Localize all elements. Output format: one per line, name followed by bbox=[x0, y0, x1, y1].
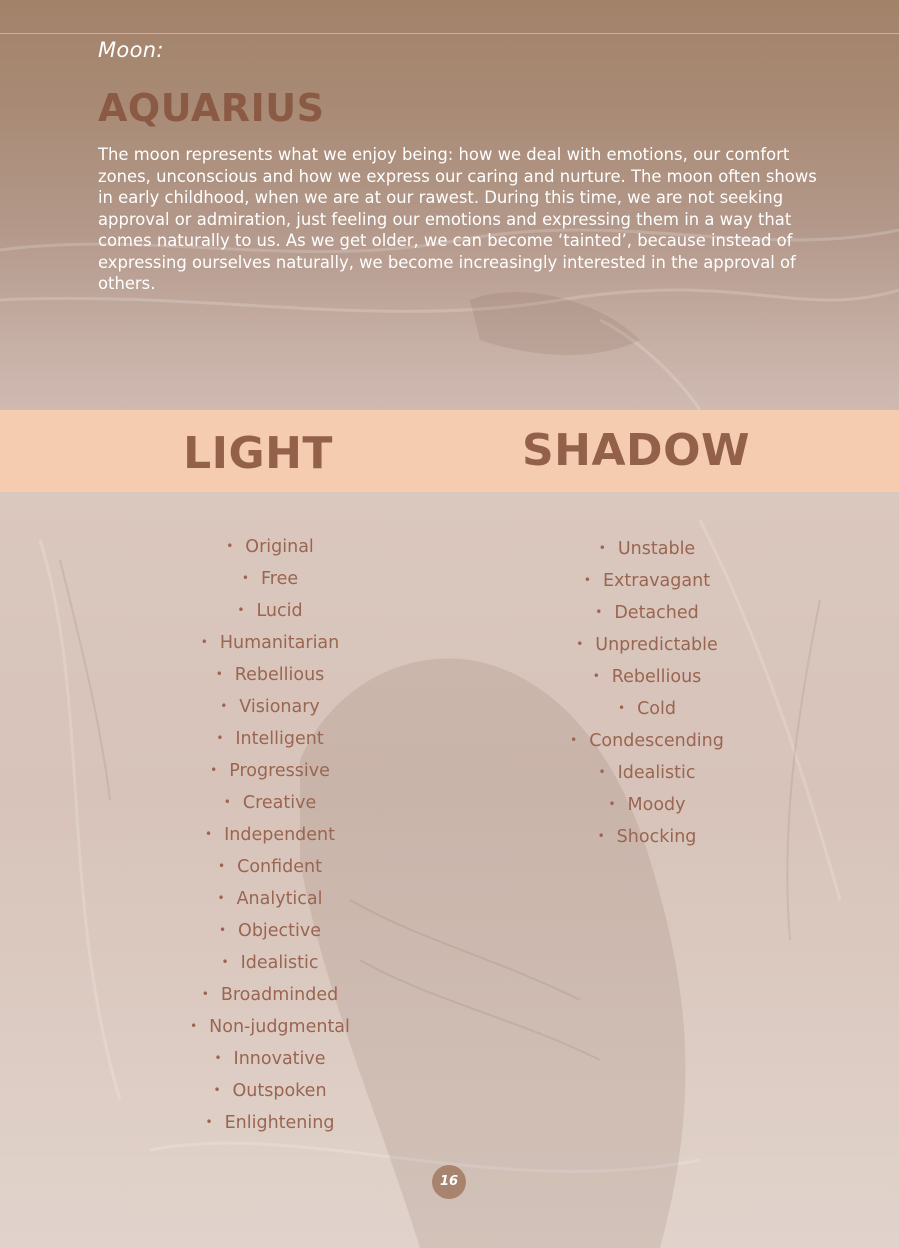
top-divider bbox=[0, 33, 899, 34]
list-item-label: Confident bbox=[237, 857, 322, 877]
bullet-icon: • bbox=[237, 603, 245, 617]
bullet-icon: • bbox=[217, 891, 225, 905]
list-item bbox=[497, 532, 797, 564]
bullet-icon: • bbox=[608, 797, 616, 811]
list-item-label: Lucid bbox=[256, 601, 303, 621]
list-item-label: Progressive bbox=[229, 761, 330, 781]
list-item-label: Enlightening bbox=[224, 1113, 335, 1133]
bullet-icon: • bbox=[598, 541, 606, 555]
list-item bbox=[120, 1010, 420, 1042]
bullet-icon: • bbox=[570, 733, 578, 747]
list-item-label: Free bbox=[260, 569, 299, 589]
list-item-label: Humanitarian bbox=[219, 633, 340, 653]
light-heading: LIGHT bbox=[183, 428, 333, 479]
bullet-icon: • bbox=[201, 987, 209, 1001]
list-item bbox=[120, 754, 420, 786]
bullet-icon: • bbox=[190, 1019, 198, 1033]
list-item bbox=[120, 722, 420, 754]
planet-label: Moon: bbox=[98, 38, 164, 62]
bullet-icon: • bbox=[583, 573, 591, 587]
list-item bbox=[120, 1106, 420, 1138]
list-item bbox=[497, 628, 797, 660]
intro-paragraph: The moon represents what we enjoy being: how we deal with emotions, our comfort zones, unconscious and how we express our caring and nurture. The moon often shows in early childhood, when we are at our rawest. During this time, we are not seeking approval or admiration, just feeling our emotions and expressing them in a way that comes naturally to us. As we get older, we can become ‘tainted’, because instead of expressing ourselves naturally, we become increasingly interested in the approval of others. bbox=[98, 145, 817, 293]
list-item-label: Non-judgmental bbox=[209, 1017, 350, 1037]
list-item-label: Innovative bbox=[233, 1049, 326, 1069]
bullet-icon: • bbox=[205, 1115, 213, 1129]
bullet-icon: • bbox=[576, 637, 584, 651]
list-item bbox=[497, 564, 797, 596]
list-item bbox=[120, 914, 420, 946]
list-item bbox=[497, 756, 797, 788]
bullet-icon: • bbox=[223, 795, 231, 809]
list-item bbox=[120, 850, 420, 882]
list-item bbox=[120, 658, 420, 690]
list-item-label: Rebellious bbox=[611, 667, 702, 687]
bullet-icon: • bbox=[618, 701, 626, 715]
list-item-label: Analytical bbox=[236, 889, 323, 909]
list-item-label: Outspoken bbox=[232, 1081, 327, 1101]
bullet-icon: • bbox=[220, 699, 228, 713]
list-item bbox=[497, 596, 797, 628]
list-item bbox=[497, 692, 797, 724]
bullet-icon: • bbox=[595, 605, 603, 619]
list-item-label: Objective bbox=[238, 921, 322, 941]
bullet-icon: • bbox=[598, 765, 606, 779]
list-item bbox=[497, 788, 797, 820]
bullet-icon: • bbox=[213, 1083, 221, 1097]
list-item bbox=[497, 724, 797, 756]
list-item-label: Rebellious bbox=[234, 665, 325, 685]
list-item-label: Unpredictable bbox=[595, 635, 718, 655]
shadow-traits-list bbox=[497, 532, 797, 852]
bullet-icon: • bbox=[210, 763, 218, 777]
list-item bbox=[120, 562, 420, 594]
shadow-heading: SHADOW bbox=[521, 425, 751, 476]
list-item bbox=[497, 660, 797, 692]
list-item bbox=[120, 882, 420, 914]
bullet-icon: • bbox=[241, 571, 249, 585]
list-item bbox=[120, 1042, 420, 1074]
bullet-icon: • bbox=[597, 829, 605, 843]
list-item-label: Visionary bbox=[239, 697, 320, 717]
list-item bbox=[497, 820, 797, 852]
list-item-label: Cold bbox=[637, 699, 676, 719]
bullet-icon: • bbox=[205, 827, 213, 841]
list-item-label: Unstable bbox=[617, 539, 696, 559]
bullet-icon: • bbox=[214, 1051, 222, 1065]
list-item-label: Shocking bbox=[616, 827, 697, 847]
bullet-icon: • bbox=[218, 859, 226, 873]
list-item bbox=[120, 1074, 420, 1106]
list-item bbox=[120, 978, 420, 1010]
list-item bbox=[120, 594, 420, 626]
list-item-label: Condescending bbox=[589, 731, 724, 751]
list-item-label: Creative bbox=[242, 793, 317, 813]
list-item-label: Detached bbox=[614, 603, 699, 623]
bullet-icon: • bbox=[226, 539, 234, 553]
list-item bbox=[120, 626, 420, 658]
light-traits-list bbox=[120, 530, 420, 1138]
sign-title: AQUARIUS bbox=[98, 86, 325, 130]
bullet-icon: • bbox=[215, 667, 223, 681]
bullet-icon: • bbox=[216, 731, 224, 745]
list-item bbox=[120, 786, 420, 818]
page-number-badge: 16 bbox=[432, 1165, 466, 1199]
list-item-label: Idealistic bbox=[240, 953, 319, 973]
bullet-icon: • bbox=[592, 669, 600, 683]
list-item-label: Original bbox=[245, 537, 314, 557]
list-item-label: Extravagant bbox=[603, 571, 711, 591]
list-item-label: Intelligent bbox=[235, 729, 324, 749]
list-item bbox=[120, 690, 420, 722]
bullet-icon: • bbox=[200, 635, 208, 649]
list-item-label: Idealistic bbox=[617, 763, 696, 783]
list-item bbox=[120, 530, 420, 562]
list-item-label: Independent bbox=[224, 825, 335, 845]
list-item bbox=[120, 946, 420, 978]
bullet-icon: • bbox=[218, 923, 227, 937]
list-item bbox=[120, 818, 420, 850]
list-item-label: Moody bbox=[627, 795, 686, 815]
bullet-icon: • bbox=[221, 955, 229, 969]
list-item-label: Broadminded bbox=[220, 985, 339, 1005]
